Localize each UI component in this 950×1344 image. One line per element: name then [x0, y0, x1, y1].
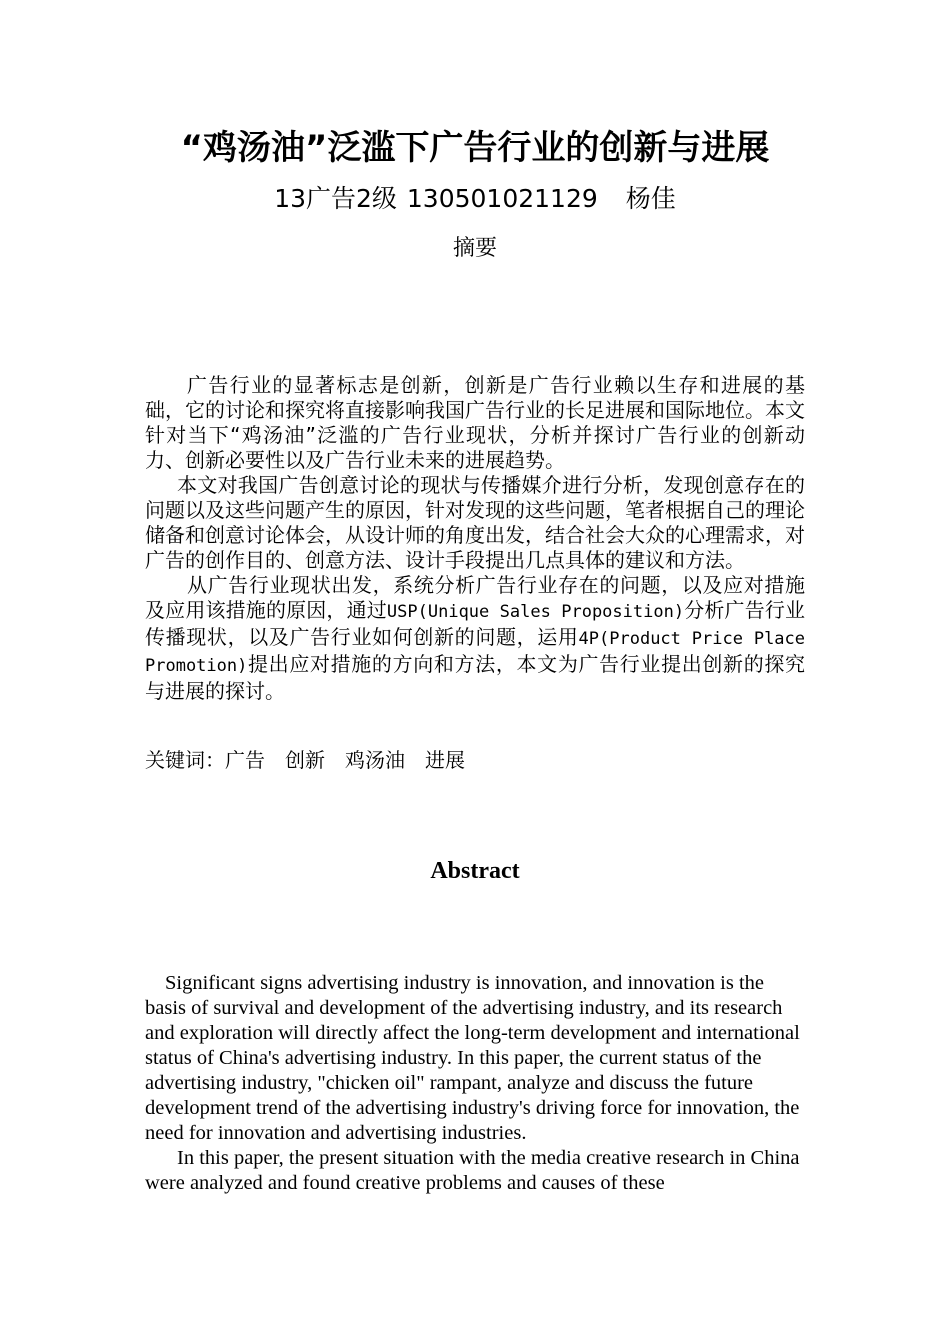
keyword-item: 进展 — [425, 748, 465, 772]
abstract-cn-p3-part1: 从广告行业现状出发，系统分析广告行业存在的问题，以及应对措施及应用该措施的原因，通过 — [145, 573, 805, 622]
keywords-label: 关键词： — [145, 748, 225, 772]
4p-term: 4P(Product Price Place Promotion) — [145, 629, 806, 676]
keyword-item: 创新 — [285, 748, 325, 772]
abstract-cn-heading: 摘要 — [452, 236, 497, 261]
abstract-en-heading: Abstract — [430, 858, 520, 884]
author-student-id: 130501021129 — [406, 184, 598, 213]
abstract-cn-p3-part3: 提出应对措施的方向和方法，本文为广告行业提出创新的探究与进展的探讨。 — [145, 652, 805, 703]
abstract-cn-p3-part2: 分析广告行业传播现状，以及广告行业如何创新的问题，运用 — [145, 598, 806, 649]
author-name: 杨佳 — [625, 184, 676, 213]
abstract-cn-paragraph-2: 本文对我国广告创意讨论的现状与传播媒介进行分析，发现创意存在的问题以及这些问题产生的原因，针对发现的这些问题，笔者根据自己的理论储备和创意讨论体会，从设计师的角度出发，结合社会大众的心理需求，对广告的创作目的、创意方法、设计手段提出几点具体的建议和方法。 — [145, 473, 805, 572]
author-line — [0, 182, 950, 216]
document-title: “鸡汤油”泛滥下广告行业的创新与进展 — [180, 128, 770, 168]
abstract-cn-paragraph-3 — [145, 573, 805, 704]
keyword-item: 鸡汤油 — [345, 748, 405, 772]
abstract-en-paragraph-1: Significant signs advertising industry is innovation, and innovation is the basis of survival and development of the advertising industry, and its research and exploration will directly affect the long-term development and international status of China's advertising industry. In this paper, the current status of the advertising industry, "chicken oil" rampant, analyze and discuss the future development trend of the advertising industry's driving force for innovation, the need for innovation and advertising industries. — [145, 972, 800, 1144]
abstract-en-paragraph-2: In this paper, the present situation with the media creative research in China were analyzed and found creative problems and causes of these — [145, 1147, 800, 1194]
keyword-item: 广告 — [225, 748, 265, 772]
abstract-en-body — [145, 971, 805, 1196]
keywords-line — [145, 746, 805, 774]
author-class: 13广告2级 — [274, 184, 397, 213]
abstract-cn-body — [145, 373, 805, 704]
usp-term: USP(Unique Sales Proposition) — [386, 602, 685, 622]
abstract-cn-paragraph-1: 广告行业的显著标志是创新，创新是广告行业赖以生存和进展的基础，它的讨论和探究将直接影响我国广告行业的长足进展和国际地位。本文针对当下“鸡汤油”泛滥的广告行业现状，分析并探讨广告行业的创新动力、创新必要性以及广告行业未来的进展趋势。 — [145, 373, 805, 472]
